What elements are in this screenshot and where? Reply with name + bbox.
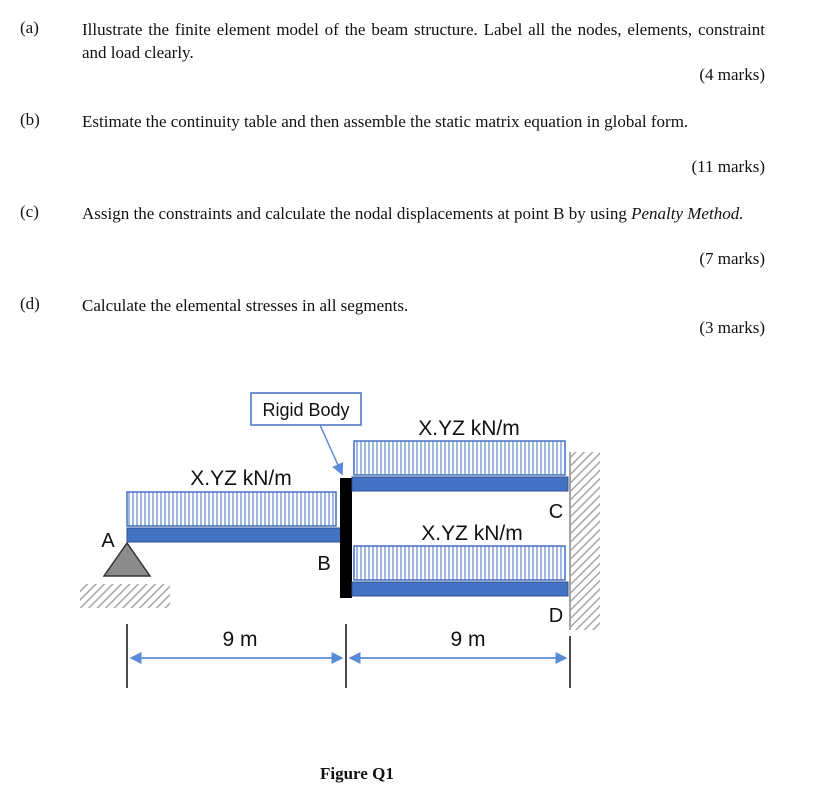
question-a-text bbox=[82, 18, 765, 64]
beam-figure bbox=[0, 380, 829, 760]
wall-right-hatch bbox=[570, 452, 600, 630]
load-left-label: X.YZ kN/m bbox=[190, 467, 292, 490]
question-a-body: Illustrate the finite element model of the beam structure. Label all the nodes, elements, constraint and load clearly. bbox=[82, 20, 765, 62]
load-bottom-right-label: X.YZ kN/m bbox=[421, 522, 523, 545]
question-b-text bbox=[82, 110, 765, 133]
rigid-body-label: Rigid Body bbox=[262, 400, 350, 420]
question-c-italic: Penalty Method. bbox=[631, 204, 744, 223]
question-b-label: (b) bbox=[20, 110, 40, 129]
question-c-marks: (7 marks) bbox=[699, 249, 765, 268]
load-top-right-distributed bbox=[354, 441, 565, 475]
load-bottom-right-distributed bbox=[354, 546, 565, 580]
question-d-text bbox=[82, 294, 765, 317]
point-c-label: C bbox=[548, 501, 564, 523]
load-left-distributed bbox=[127, 492, 336, 526]
question-b-body: Estimate the continuity table and then assemble the static matrix equation in global form. bbox=[82, 112, 689, 131]
question-d-label: (d) bbox=[20, 294, 40, 313]
question-b-marks: (11 marks) bbox=[691, 157, 765, 176]
point-b-label: B bbox=[317, 553, 331, 575]
rigid-body-bar bbox=[340, 478, 352, 598]
beam-top-right bbox=[352, 477, 568, 491]
load-top-right-label: X.YZ kN/m bbox=[418, 417, 520, 440]
beam-left bbox=[127, 528, 342, 542]
question-c-body: Assign the constraints and calculate the nodal displacements at point B by using bbox=[82, 204, 632, 223]
point-d-label: D bbox=[548, 605, 564, 627]
question-d-body: Calculate the elemental stresses in all segments. bbox=[82, 296, 409, 315]
point-a-label: A bbox=[101, 530, 115, 552]
beam-bottom-right bbox=[352, 582, 568, 596]
question-a-label: (a) bbox=[20, 18, 39, 37]
question-c-text bbox=[82, 202, 765, 225]
question-c-label: (c) bbox=[20, 202, 39, 221]
figure-caption: Figure Q1 bbox=[320, 764, 394, 783]
ground-hatch-a bbox=[80, 584, 170, 608]
dim-left-label: 9 m bbox=[222, 628, 258, 651]
question-a-marks: (4 marks) bbox=[699, 65, 765, 84]
rigid-body-pointer bbox=[320, 425, 342, 474]
dim-right-label: 9 m bbox=[450, 628, 486, 651]
question-d-marks: (3 marks) bbox=[699, 318, 765, 337]
